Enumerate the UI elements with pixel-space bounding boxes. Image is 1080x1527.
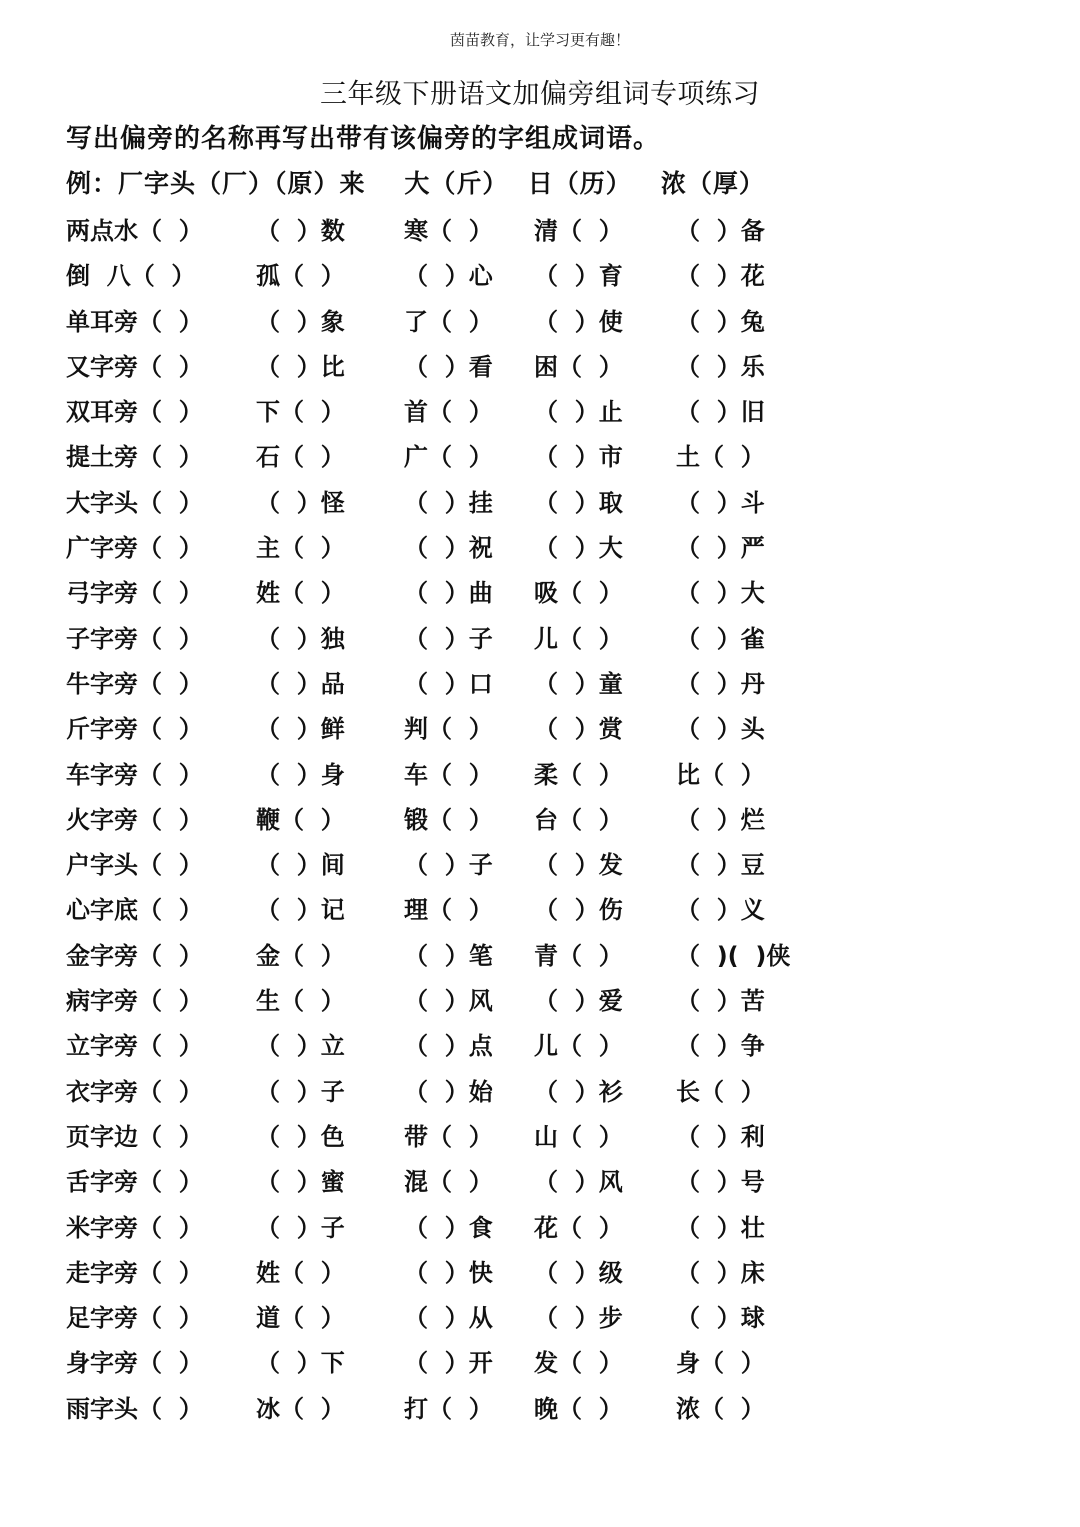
word-blank: （ ）旧 bbox=[676, 398, 765, 427]
exercise-row bbox=[66, 1156, 1026, 1201]
word-blank: （ ）步 bbox=[534, 1304, 623, 1333]
word-blank: 了（ ） bbox=[404, 307, 493, 336]
word-blank: （ ）斗 bbox=[676, 488, 765, 517]
exercise-row bbox=[66, 613, 1026, 658]
word-blank: 道（ ） bbox=[256, 1304, 345, 1333]
word-blank: （ ）笔 bbox=[404, 941, 493, 970]
word-blank: （ ）赏 bbox=[534, 715, 623, 744]
word-blank: （ ）号 bbox=[676, 1168, 765, 1197]
word-blank: 身（ ） bbox=[676, 1349, 765, 1378]
word-blank: 鞭（ ） bbox=[256, 805, 345, 834]
word-blank: （ ）子 bbox=[256, 1077, 345, 1106]
radical-name: 身字旁（ ） bbox=[66, 1349, 203, 1378]
radical-name: 衣字旁（ ） bbox=[66, 1077, 203, 1106]
exercise-row bbox=[66, 839, 1026, 884]
word-blank: 判（ ） bbox=[404, 715, 493, 744]
radical-name: 页字边（ ） bbox=[66, 1122, 203, 1151]
word-blank: （ ）数 bbox=[256, 217, 345, 245]
word-blank: （ ）豆 bbox=[676, 851, 765, 880]
word-blank: （ ）身 bbox=[256, 760, 345, 789]
word-blank: （ ）烂 bbox=[676, 805, 765, 834]
word-blank: （ ）比 bbox=[256, 352, 345, 381]
exercise-row bbox=[66, 703, 1026, 748]
exercise-row bbox=[66, 1292, 1026, 1337]
exercise-row bbox=[66, 794, 1026, 839]
word-blank: 比（ ） bbox=[676, 760, 765, 789]
radical-name: 弓字旁（ ） bbox=[66, 579, 203, 608]
word-blank: （ ）风 bbox=[534, 1168, 623, 1197]
header-note: 茵苗教育，让学习更有趣！ bbox=[449, 31, 630, 49]
word-blank: 青（ ） bbox=[534, 941, 623, 970]
word-blank: 金（ ） bbox=[256, 941, 345, 970]
radical-name: 米字旁（ ） bbox=[66, 1213, 203, 1242]
word-blank: （ ）象 bbox=[256, 307, 345, 336]
word-blank: （ ）严 bbox=[676, 534, 765, 563]
word-blank: 寒（ ） bbox=[404, 217, 493, 245]
word-blank: （ ）立 bbox=[256, 1032, 345, 1061]
word-blank: 土（ ） bbox=[676, 443, 765, 472]
word-blank: 广（ ） bbox=[404, 443, 493, 472]
exercise-row bbox=[66, 250, 1026, 295]
word-blank: （ ）食 bbox=[404, 1213, 493, 1242]
word-blank: （ ）蜜 bbox=[256, 1168, 345, 1197]
word-blank: （ ）义 bbox=[676, 896, 765, 925]
word-blank: （ ）口 bbox=[404, 669, 493, 698]
word-blank: （ ）快 bbox=[404, 1258, 493, 1287]
word-blank: （ ）独 bbox=[256, 624, 345, 653]
word-blank: 发（ ） bbox=[534, 1349, 623, 1378]
word-blank: （ ）鲜 bbox=[256, 715, 345, 744]
word-blank: （ ）伤 bbox=[534, 896, 623, 925]
word-blank: 带（ ） bbox=[404, 1122, 493, 1151]
exercise-row bbox=[66, 296, 1026, 341]
word-blank: （ ）发 bbox=[534, 851, 623, 880]
radical-name: 雨字头（ ） bbox=[66, 1394, 203, 1423]
exercise-row bbox=[66, 658, 1026, 703]
word-blank: 混（ ） bbox=[404, 1168, 493, 1197]
word-blank: （ ）争 bbox=[676, 1032, 765, 1061]
word-blank: （ ）间 bbox=[256, 851, 345, 880]
word-blank: 山（ ） bbox=[534, 1122, 623, 1151]
word-blank: （ ）挂 bbox=[404, 488, 493, 517]
word-blank: （ ）子 bbox=[404, 624, 493, 653]
exercise-row bbox=[66, 1247, 1026, 1292]
word-blank: （ ）花 bbox=[676, 262, 765, 291]
page-title: 三年级下册语文加偏旁组词专项练习 bbox=[320, 79, 760, 110]
word-blank: （ ）育 bbox=[534, 262, 623, 291]
word-blank: （ ）记 bbox=[256, 896, 345, 925]
radical-name: 又字旁（ ） bbox=[66, 352, 203, 381]
radical-name: 火字旁（ ） bbox=[66, 805, 203, 834]
exercise-row bbox=[66, 1111, 1026, 1156]
word-blank: 孤（ ） bbox=[256, 262, 345, 291]
word-blank: （ ）大 bbox=[534, 534, 623, 563]
word-blank: 台（ ） bbox=[534, 805, 623, 834]
radical-name: 舌字旁（ ） bbox=[66, 1168, 203, 1197]
exercise-row bbox=[66, 431, 1026, 476]
exercise-row bbox=[66, 567, 1026, 612]
exercise-row bbox=[66, 1337, 1026, 1382]
exercise-row bbox=[66, 1020, 1026, 1065]
word-blank: （ ）风 bbox=[404, 987, 493, 1016]
word-blank: 姓（ ） bbox=[256, 1258, 345, 1287]
exercise-row bbox=[66, 1383, 1026, 1428]
word-blank: 清（ ） bbox=[534, 217, 623, 245]
word-blank: 姓（ ） bbox=[256, 579, 345, 608]
word-blank: （ ）兔 bbox=[676, 307, 765, 336]
word-blank: （ ）备 bbox=[676, 217, 765, 245]
exercise-row bbox=[66, 386, 1026, 431]
word-blank: （ ）使 bbox=[534, 307, 623, 336]
word-blank: （ ）下 bbox=[256, 1349, 345, 1378]
exercise-row bbox=[66, 522, 1026, 567]
exercise-row bbox=[66, 749, 1026, 794]
radical-name: 斤字旁（ ） bbox=[66, 715, 203, 744]
word-blank: （ ）祝 bbox=[404, 534, 493, 563]
radical-name: 病字旁（ ） bbox=[66, 987, 203, 1016]
radical-name: 提土旁（ ） bbox=[66, 443, 203, 472]
word-blank: （ ）壮 bbox=[676, 1213, 765, 1242]
word-blank: （ ）苦 bbox=[676, 987, 765, 1016]
word-blank: （ ）点 bbox=[404, 1032, 493, 1061]
radical-name: 双耳旁（ ） bbox=[66, 398, 203, 427]
radical-name: 倒 八（ ） bbox=[66, 262, 196, 291]
word-blank: （ ）丹 bbox=[676, 669, 765, 698]
radical-name: 单耳旁（ ） bbox=[66, 307, 203, 336]
word-blank: 主（ ） bbox=[256, 534, 345, 563]
radical-name: 子字旁（ ） bbox=[66, 624, 203, 653]
word-blank: 冰（ ） bbox=[256, 1394, 345, 1423]
word-blank: 打（ ） bbox=[404, 1394, 493, 1423]
word-blank: （ ）色 bbox=[256, 1122, 345, 1151]
exercise-row bbox=[66, 1202, 1026, 1247]
radical-name: 户字头（ ） bbox=[66, 851, 203, 880]
word-blank: （ ）乐 bbox=[676, 352, 765, 381]
word-blank: 锻（ ） bbox=[404, 805, 493, 834]
word-blank: 长（ ） bbox=[676, 1077, 765, 1106]
word-blank: （ ）子 bbox=[404, 851, 493, 880]
example-line: 例：厂字头（厂）（原）来 大（斤） 日（历） 浓（厚） bbox=[66, 169, 765, 198]
radical-name: 金字旁（ ） bbox=[66, 941, 203, 970]
word-blank: （ ）从 bbox=[404, 1304, 493, 1333]
word-blank: 柔（ ） bbox=[534, 760, 623, 789]
word-blank: （ ）爱 bbox=[534, 987, 623, 1016]
word-blank: 儿（ ） bbox=[534, 1032, 623, 1061]
word-blank: （ ）止 bbox=[534, 398, 623, 427]
word-blank: （ ）怪 bbox=[256, 488, 345, 517]
word-blank: （ ）级 bbox=[534, 1258, 623, 1287]
exercise-row bbox=[66, 205, 1026, 250]
exercise-row bbox=[66, 1066, 1026, 1111]
word-blank: （ ）球 bbox=[676, 1304, 765, 1333]
word-blank: （ ）利 bbox=[676, 1122, 765, 1151]
word-blank: （ ）雀 bbox=[676, 624, 765, 653]
exercise-row bbox=[66, 975, 1026, 1020]
word-blank: （ ）市 bbox=[534, 443, 623, 472]
word-blank: 晚（ ） bbox=[534, 1394, 623, 1423]
exercise-row bbox=[66, 930, 1026, 975]
radical-name: 大字头（ ） bbox=[66, 488, 203, 517]
word-blank: 困（ ） bbox=[534, 352, 623, 381]
word-blank: （ ）头 bbox=[676, 715, 765, 744]
radical-name: 立字旁（ ） bbox=[66, 1032, 203, 1061]
instructions: 写出偏旁的名称再写出带有该偏旁的字组成词语。 bbox=[66, 124, 661, 154]
word-blank: （ ）心 bbox=[404, 262, 493, 291]
word-blank: （ ）床 bbox=[676, 1258, 765, 1287]
word-blank: 花（ ） bbox=[534, 1213, 623, 1242]
word-blank: （ ）看 bbox=[404, 352, 493, 381]
radical-name: 牛字旁（ ） bbox=[66, 669, 203, 698]
word-blank: 吸（ ） bbox=[534, 579, 623, 608]
exercise-row bbox=[66, 341, 1026, 386]
word-blank: 浓（ ） bbox=[676, 1394, 765, 1423]
radical-name: 心字底（ ） bbox=[66, 896, 203, 925]
exercise-row bbox=[66, 477, 1026, 522]
word-blank: （ )( )侠 bbox=[676, 941, 791, 970]
word-blank: 首（ ） bbox=[404, 398, 493, 427]
word-blank: （ ）品 bbox=[256, 669, 345, 698]
word-blank: （ ）大 bbox=[676, 579, 765, 608]
word-blank: 车（ ） bbox=[404, 760, 493, 789]
word-blank: 生（ ） bbox=[256, 987, 345, 1016]
word-blank: （ ）取 bbox=[534, 488, 623, 517]
word-blank: （ ）衫 bbox=[534, 1077, 623, 1106]
word-blank: （ ）曲 bbox=[404, 579, 493, 608]
exercise-rows bbox=[66, 205, 1026, 1428]
word-blank: （ ）始 bbox=[404, 1077, 493, 1106]
word-blank: （ ）子 bbox=[256, 1213, 345, 1242]
radical-name: 广字旁（ ） bbox=[66, 534, 203, 563]
word-blank: 石（ ） bbox=[256, 443, 345, 472]
word-blank: 儿（ ） bbox=[534, 624, 623, 653]
radical-name: 车字旁（ ） bbox=[66, 760, 203, 789]
radical-name: 足字旁（ ） bbox=[66, 1304, 203, 1333]
word-blank: 下（ ） bbox=[256, 398, 345, 427]
radical-name: 走字旁（ ） bbox=[66, 1258, 203, 1287]
word-blank: （ ）开 bbox=[404, 1349, 493, 1378]
radical-name: 两点水（ ） bbox=[66, 217, 203, 245]
exercise-row bbox=[66, 884, 1026, 929]
word-blank: 理（ ） bbox=[404, 896, 493, 925]
word-blank: （ ）童 bbox=[534, 669, 623, 698]
